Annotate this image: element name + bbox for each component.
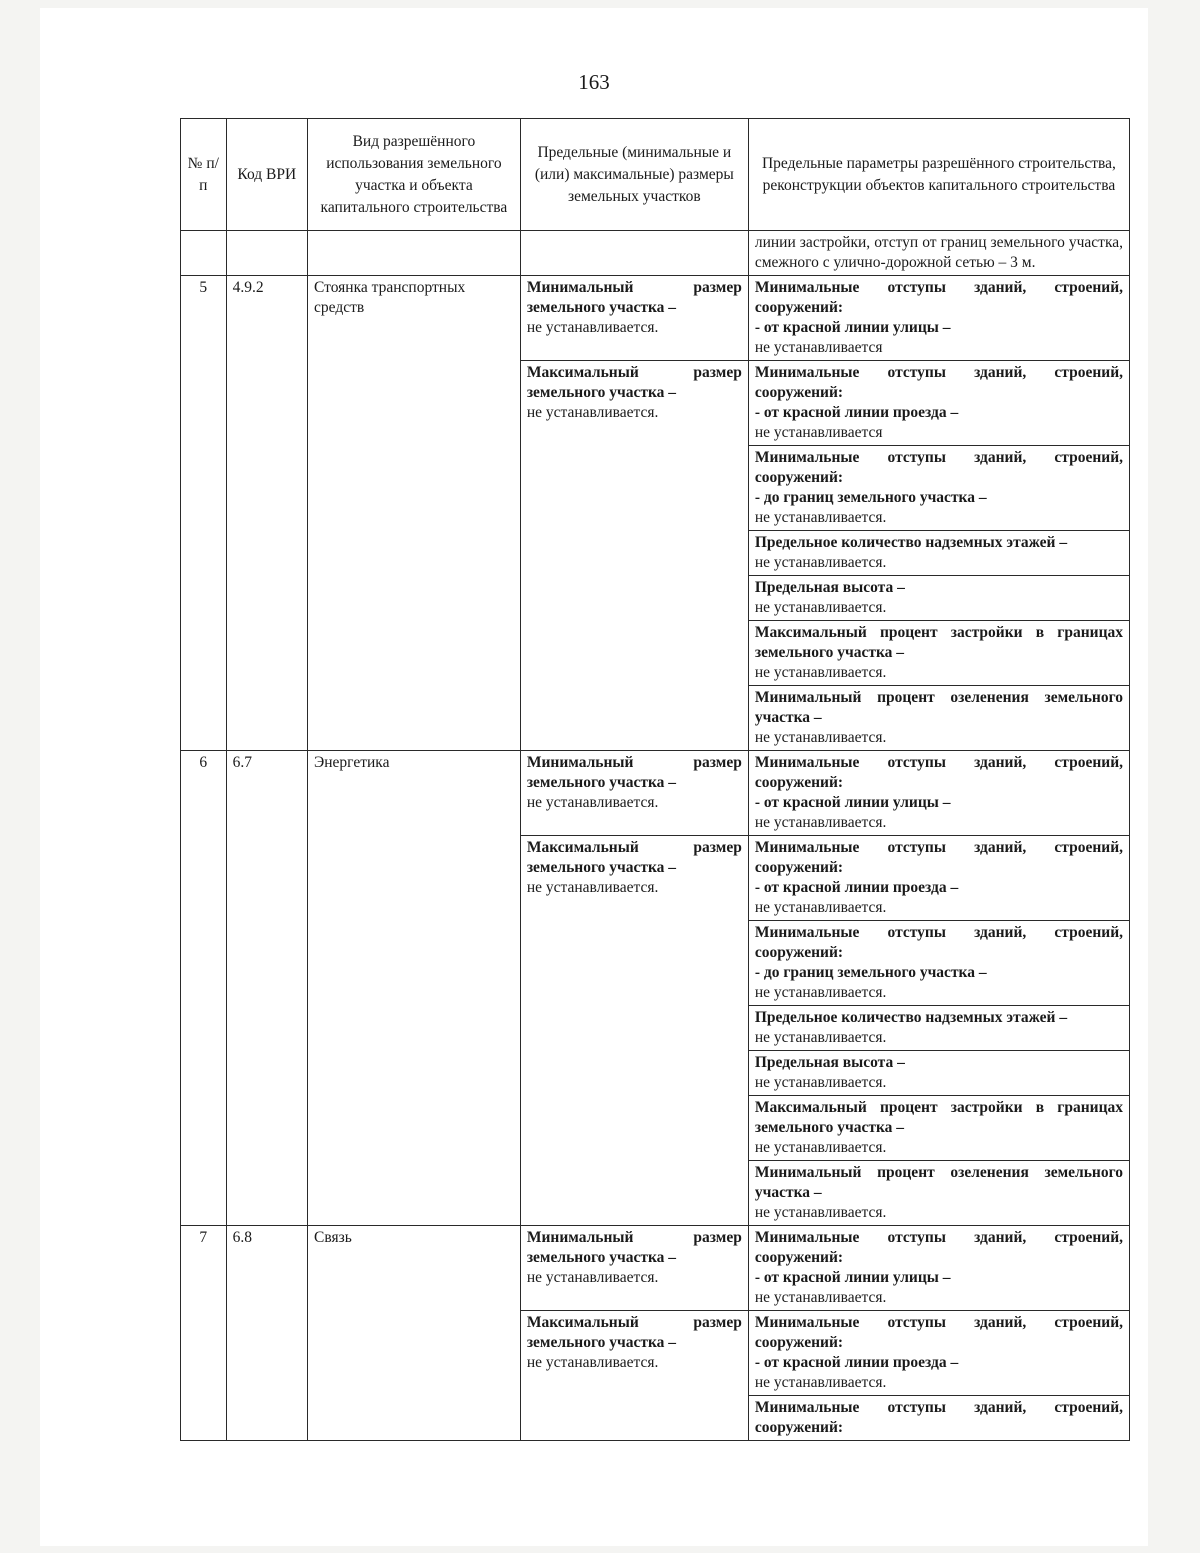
param-detail: - от красной линии проезда – [754,879,959,896]
param-cell [748,531,1129,576]
min-size-cell [520,276,748,361]
header-code: Код ВРИ [226,119,307,231]
param-cell [748,1161,1129,1226]
param-value: не устанавливается. [754,1139,887,1156]
table-row [181,1226,1130,1311]
row-number: 7 [181,1226,227,1441]
row-number: 6 [181,751,227,1226]
max-size-cell [520,836,748,1226]
param-value: не устанавливается. [754,1029,887,1046]
param-cell [748,1311,1129,1396]
row-code: 4.9.2 [226,276,307,751]
param-title: Минимальные отступы зданий, строений, сооружений: [754,1314,1123,1351]
param-value: не устанавливается. [754,509,887,526]
param-title: Минимальные отступы зданий, строений, сооружений: [754,754,1123,791]
row-code: 6.7 [226,751,307,1226]
max-size-title: Максимальный размер земельного участка – [526,1314,742,1351]
max-size-value: не устанавливается. [526,879,659,896]
row-kind: Стоянка транспортных средств [308,276,521,751]
param-cell [748,1006,1129,1051]
param-title: Минимальные отступы зданий, строений, сооружений: [754,449,1123,486]
table-row [181,751,1130,836]
max-size-cell [520,361,748,751]
param-value: не устанавливается. [754,899,887,916]
param-value: не устанавливается. [754,599,887,616]
param-title: Максимальный процент застройки в границах земельного участка – [754,1099,1123,1136]
land-use-table [180,118,1130,1441]
param-value: не устанавливается. [754,1289,887,1306]
param-value: не устанавливается. [754,1074,887,1091]
param-cell [748,576,1129,621]
param-title: Предельное количество надземных этажей – [754,1009,1068,1026]
param-value: не устанавливается [754,339,883,356]
param-cell [748,751,1129,836]
param-title: Минимальные отступы зданий, строений, сооружений: [754,279,1123,316]
param-title: Минимальный процент озеленения земельного участка – [754,689,1123,726]
param-detail: - до границ земельного участка – [754,964,987,981]
param-value: не устанавливается [754,424,883,441]
min-size-cell [520,1226,748,1311]
max-size-title: Максимальный размер земельного участка – [526,839,742,876]
param-cell [748,621,1129,686]
param-cell [748,446,1129,531]
param-detail: - от красной линии проезда – [754,404,959,421]
min-size-cell [520,751,748,836]
param-value: не устанавливается. [754,554,887,571]
param-title: Предельная высота – [754,579,905,596]
document-page [40,8,1148,1546]
param-value: не устанавливается. [754,664,887,681]
param-title: Минимальные отступы зданий, строений, сооружений: [754,364,1123,401]
param-cell [748,276,1129,361]
continuation-row [181,231,1130,276]
param-cell [748,1051,1129,1096]
param-detail: - от красной линии улицы – [754,319,951,336]
param-value: не устанавливается. [754,814,887,831]
header-kind: Вид разрешённого использования земельного участка и объекта капитального строительства [308,119,521,231]
header-num: № п/п [181,119,227,231]
param-detail: - до границ земельного участка – [754,489,987,506]
row-code: 6.8 [226,1226,307,1441]
param-cell [748,1226,1129,1311]
param-cell [748,836,1129,921]
page-number: 163 [578,70,610,94]
min-size-title: Минимальный размер земельного участка – [526,279,742,316]
row-kind: Связь [308,1226,521,1441]
table-header-row [181,119,1130,231]
param-cell [748,1096,1129,1161]
param-title: Минимальные отступы зданий, строений, сооружений: [754,1229,1123,1266]
min-size-value: не устанавливается. [526,794,659,811]
min-size-title: Минимальный размер земельного участка – [526,1229,742,1266]
param-value: не устанавливается. [754,1204,887,1221]
param-cell [748,1396,1129,1441]
min-size-value: не устанавливается. [526,319,659,336]
min-size-value: не устанавливается. [526,1269,659,1286]
max-size-title: Максимальный размер земельного участка – [526,364,742,401]
param-value: не устанавливается. [754,729,887,746]
continuation-text: линии застройки, отступ от границ земельного участка, смежного с улично-дорожной сетью – 3 м. [748,231,1129,276]
max-size-value: не устанавливается. [526,1354,659,1371]
param-title: Максимальный процент застройки в границах земельного участка – [754,624,1123,661]
max-size-cell [520,1311,748,1441]
max-size-value: не устанавливается. [526,404,659,421]
param-title: Минимальные отступы зданий, строений, сооружений: [754,839,1123,876]
param-value: не устанавливается. [754,1374,887,1391]
row-kind: Энергетика [308,751,521,1226]
param-detail: - от красной линии проезда – [754,1354,959,1371]
header-sizes: Предельные (минимальные и (или) максимальные) размеры земельных участков [520,119,748,231]
header-params: Предельные параметры разрешённого строительства, реконструкции объектов капитального строительства [748,119,1129,231]
param-cell [748,686,1129,751]
table-row [181,276,1130,361]
param-title: Минимальный процент озеленения земельного участка – [754,1164,1123,1201]
param-title: Минимальные отступы зданий, строений, сооружений: [754,1399,1123,1436]
min-size-title: Минимальный размер земельного участка – [526,754,742,791]
param-title: Минимальные отступы зданий, строений, сооружений: [754,924,1123,961]
param-detail: - от красной линии улицы – [754,794,951,811]
param-cell [748,921,1129,1006]
param-title: Предельная высота – [754,1054,905,1071]
param-value: не устанавливается. [754,984,887,1001]
row-number: 5 [181,276,227,751]
param-detail: - от красной линии улицы – [754,1269,951,1286]
param-cell [748,361,1129,446]
param-title: Предельное количество надземных этажей – [754,534,1068,551]
